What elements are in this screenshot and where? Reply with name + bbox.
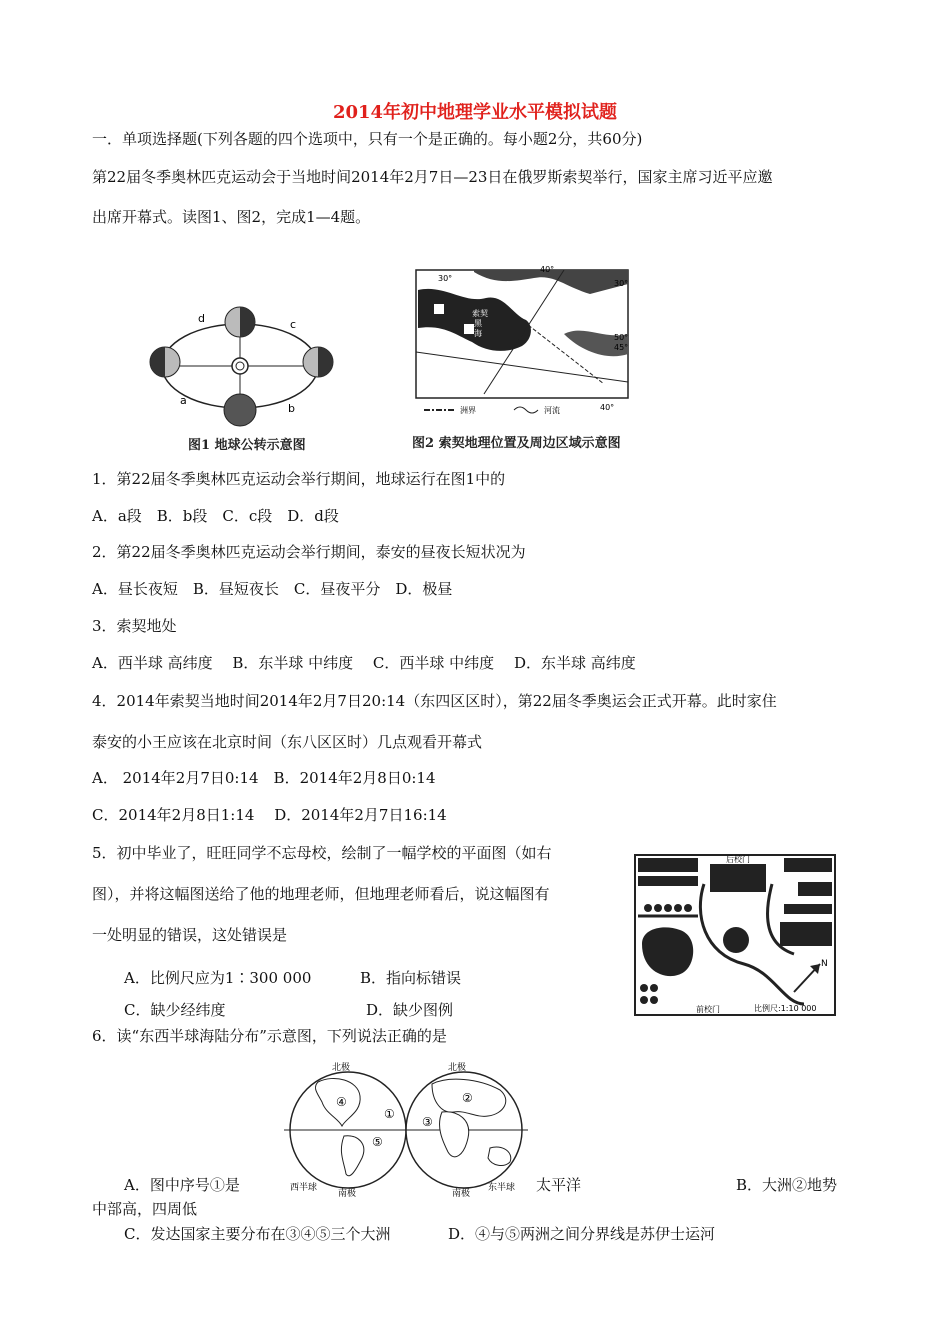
lon-label-40-bottom: 40° (600, 403, 615, 412)
north-pole-west: 北极 (332, 1063, 351, 1073)
place-black: 黑 (474, 319, 482, 328)
q2-options: A．昼长夜短 B．昼短夜长 C．昼夜平分 D．极昼 (92, 580, 453, 598)
q6-stem: 6．读“东西半球海陆分布”示意图，下列说法正确的是 (92, 1027, 447, 1045)
marker-2: ② (462, 1091, 473, 1105)
q6-option-b-part1: B．大洲②地势 (736, 1176, 838, 1194)
place-sochi: 索契 (472, 309, 488, 318)
q5-stem-1: 5．初中毕业了，旺旺同学不忘母校，绘制了一幅学校的平面图（如右 (92, 844, 552, 862)
q4-stem-2: 泰安的小王应该在北京时间（东八区区时）几点观看开幕式 (92, 733, 483, 751)
lat-label-50: 50° (614, 333, 629, 342)
q5-stem-3: 一处明显的错误，这处错误是 (92, 926, 288, 944)
school-plan-map (634, 854, 836, 1016)
south-pole-east: 南极 (452, 1189, 471, 1199)
q6-option-c: C．发达国家主要分布在③④⑤三个大洲 (124, 1225, 391, 1243)
marker-4: ④ (336, 1095, 347, 1109)
lon-label-40: 40° (540, 265, 555, 274)
q5-option-a: A．比例尺应为1∶300 000 (124, 969, 312, 987)
marker-1: ① (384, 1107, 395, 1121)
q2-stem: 2．第22届冬季奥林匹克运动会举行期间，泰安的昼夜长短状况为 (92, 543, 526, 561)
q6-option-a-part1: A．图中序号①是 (124, 1176, 240, 1194)
q3-stem: 3．索契地处 (92, 617, 177, 635)
north-arrow-label: N (821, 959, 828, 969)
label-d: d (198, 312, 205, 325)
label-a: a (180, 394, 187, 407)
scale-label: 比例尺:1:10 000 (754, 1004, 817, 1013)
q5-option-b: B．指向标错误 (360, 969, 462, 987)
marker-5: ⑤ (372, 1135, 383, 1149)
q3-options: A．西半球 高纬度 B．东半球 中纬度 C．西半球 中纬度 D．东半球 高纬度 (92, 654, 636, 672)
legend-river: 河流 (544, 406, 560, 414)
q5-option-d: D．缺少图例 (366, 1001, 454, 1019)
intro-line-2: 出席开幕式。读图1、图2，完成1—4题。 (92, 208, 371, 226)
lat-label-45: 45° (614, 343, 629, 352)
q1-options: A．a段 B．b段 C．c段 D．d段 (92, 507, 339, 525)
west-hemisphere-label: 西半球 (290, 1183, 318, 1193)
q5-stem-2: 图），并将这幅图送给了他的地理老师，但地理老师看后，说这幅图有 (92, 885, 550, 903)
figure-2-caption: 图2 索契地理位置及周边区域示意图 (412, 436, 621, 451)
legend-border: 洲界 (460, 406, 476, 414)
page-title: 2014年初中地理学业水平模拟试题 (332, 102, 618, 123)
label-b: b (288, 402, 295, 415)
south-pole-west: 南极 (338, 1189, 357, 1199)
q5-option-c: C．缺少经纬度 (124, 1001, 226, 1019)
q4-options-ab: A． 2014年2月7日0:14 B．2014年2月8日0:14 (92, 769, 436, 787)
marker-3: ③ (422, 1115, 433, 1129)
place-sea: 海 (474, 329, 482, 338)
figure-1-caption: 图1 地球公转示意图 (188, 438, 306, 453)
figure-2-sochi-map (414, 264, 636, 414)
intro-line-1: 第22届冬季奥林匹克运动会于当地时间2014年2月7日—23日在俄罗斯索契举行，国家主席习近平应邀 (92, 168, 773, 186)
q6-option-b-part2: 中部高，四周低 (92, 1200, 198, 1218)
figure-1-earth-revolution (140, 300, 340, 430)
hemispheres-map (282, 1056, 530, 1202)
q6-option-a-part2: 太平洋 (536, 1176, 582, 1194)
q4-options-cd: C．2014年2月8日1:14 D．2014年2月7日16:14 (92, 806, 447, 824)
north-pole-east: 北极 (448, 1063, 467, 1073)
back-gate-label: 后校门 (726, 855, 750, 864)
lat-label-30: 30° (614, 279, 629, 288)
label-c: c (290, 318, 297, 331)
east-hemisphere-label: 东半球 (488, 1183, 516, 1193)
lon-label-30: 30° (438, 274, 453, 283)
q1-stem: 1．第22届冬季奥林匹克运动会举行期间，地球运行在图1中的 (92, 470, 506, 488)
q4-stem-1: 4．2014年索契当地时间2014年2月7日20:14（东四区区时），第22届冬季奥运会正式开幕。此时家住 (92, 692, 777, 710)
q6-option-d: D．④与⑤两洲之间分界线是苏伊士运河 (448, 1225, 716, 1243)
section-heading: 一．单项选择题(下列各题的四个选项中，只有一个是正确的。每小题2分，共60分) (92, 130, 643, 148)
front-gate-label: 前校门 (696, 1005, 720, 1014)
